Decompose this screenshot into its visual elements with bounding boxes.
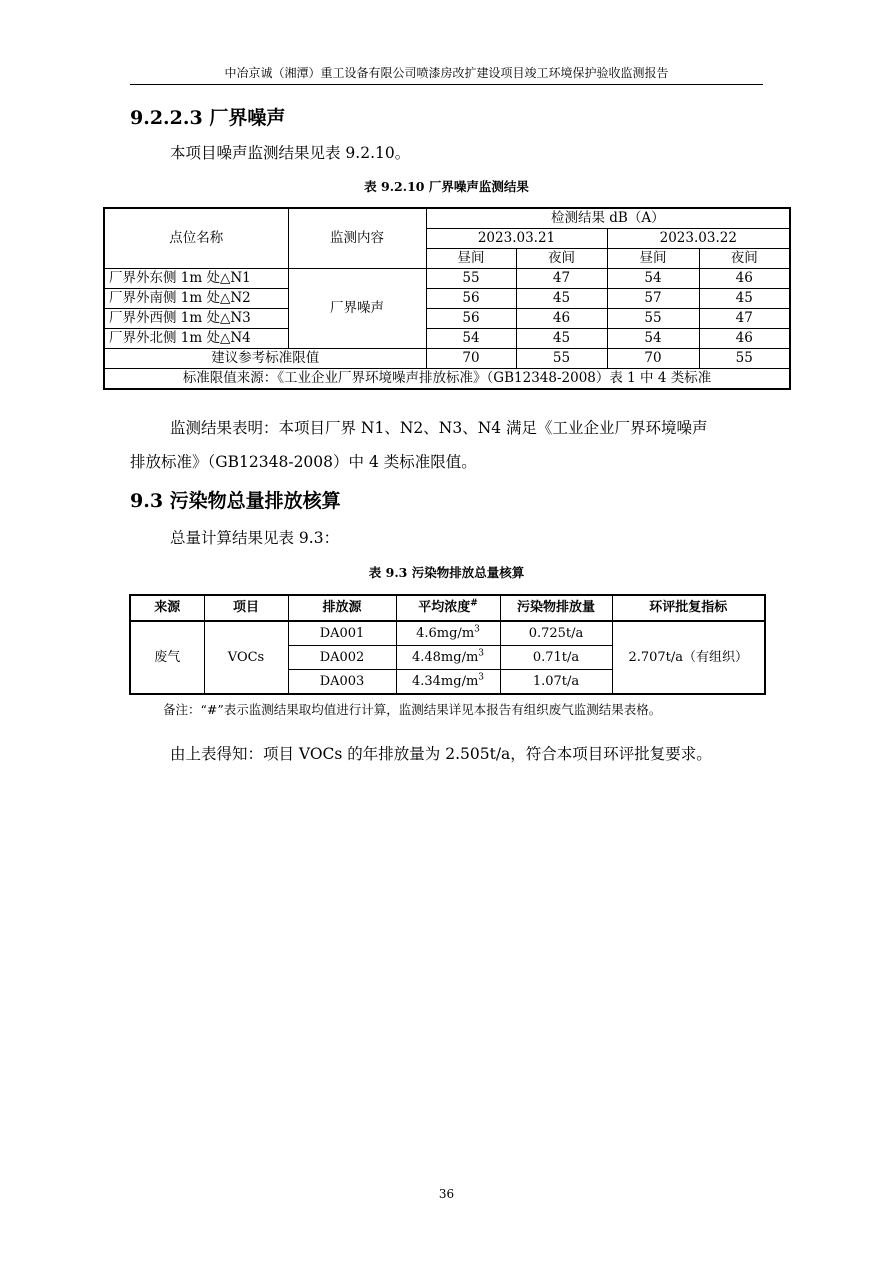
night-label: 夜间 <box>516 249 607 269</box>
unit-exponent: 3 <box>474 624 480 635</box>
day-label: 昼间 <box>426 249 516 269</box>
index-value: 2.707t/a（有组织） <box>612 621 765 694</box>
point-name: 厂界外北侧 1m 处△N4 <box>104 329 288 349</box>
table-row <box>104 269 790 289</box>
pollutant-table <box>129 594 766 695</box>
heading-total: 9.3 污染物总量排放核算 <box>130 490 341 512</box>
value-cell: 56 <box>426 289 516 309</box>
page-number: 36 <box>438 1187 455 1201</box>
value-cell: 47 <box>699 309 790 329</box>
value-cell: 54 <box>426 329 516 349</box>
point-name: 厂界外西侧 1m 处△N3 <box>104 309 288 329</box>
avg-cell <box>396 621 500 646</box>
value-cell: 55 <box>426 269 516 289</box>
unit-exponent: 3 <box>478 648 485 659</box>
col-content: 监测内容 <box>288 208 426 269</box>
table-row <box>104 309 790 329</box>
date-2: 2023.03.22 <box>607 229 790 249</box>
source-row <box>104 369 790 390</box>
noise-conclusion-line1: 监测结果表明：本项目厂界 N1、N2、N3、N4 满足《工业企业厂界环境噪声 <box>170 419 708 437</box>
date-1: 2023.03.21 <box>426 229 607 249</box>
day-label: 昼间 <box>607 249 699 269</box>
amount-cell: 0.71t/a <box>500 646 612 670</box>
table-row <box>130 621 765 646</box>
header-avg-mark: # <box>470 598 478 609</box>
avg-value: 4.34mg/m <box>411 673 479 689</box>
value-cell: 46 <box>699 329 790 349</box>
value-cell: 45 <box>699 289 790 309</box>
header-avg <box>396 595 500 621</box>
value-cell: 46 <box>699 269 790 289</box>
point-name: 厂界外东侧 1m 处△N1 <box>104 269 288 289</box>
avg-value: 4.48mg/m <box>411 649 479 665</box>
header-outlet: 排放源 <box>288 595 396 621</box>
header-item: 项目 <box>204 595 288 621</box>
value-cell: 55 <box>516 349 607 369</box>
table-row <box>104 329 790 349</box>
table-note: 备注：“#”表示监测结果取均值进行计算，监测结果详见本报告有组织废气监测结果表格。 <box>163 702 662 717</box>
value-cell: 70 <box>607 349 699 369</box>
heading-noise: 9.2.2.3 厂界噪声 <box>130 107 286 129</box>
outlet-cell: DA002 <box>288 646 396 670</box>
header-index: 环评批复指标 <box>612 595 765 621</box>
noise-table <box>103 207 791 390</box>
noise-table-caption: 表 9.2.10 厂界噪声监测结果 <box>364 179 529 194</box>
total-intro: 总量计算结果见表 9.3： <box>170 529 340 547</box>
value-cell: 45 <box>516 289 607 309</box>
source-value: 废气 <box>130 621 204 694</box>
value-cell: 45 <box>516 329 607 349</box>
page-header: 中冶京诚（湘潭）重工设备有限公司喷漆房改扩建设项目竣工环境保护验收监测报告 <box>130 64 763 85</box>
noise-intro: 本项目噪声监测结果见表 9.2.10。 <box>170 144 411 162</box>
value-cell: 46 <box>516 309 607 329</box>
value-cell: 70 <box>426 349 516 369</box>
header-amount: 污染物排放量 <box>500 595 612 621</box>
unit-exponent: 3 <box>478 672 485 683</box>
avg-value: 4.6mg/m <box>416 625 475 641</box>
value-cell: 57 <box>607 289 699 309</box>
night-label: 夜间 <box>699 249 790 269</box>
table-row <box>104 289 790 309</box>
value-cell: 54 <box>607 329 699 349</box>
outlet-cell: DA001 <box>288 621 396 646</box>
standard-source: 标准限值来源：《工业企业厂界环境噪声排放标准》（GB12348-2008）表 1 中 4 类标准 <box>104 369 790 390</box>
limit-row <box>104 349 790 369</box>
avg-cell <box>396 646 500 670</box>
limit-label: 建议参考标准限值 <box>104 349 426 369</box>
amount-cell: 0.725t/a <box>500 621 612 646</box>
header-avg-label: 平均浓度 <box>418 600 471 615</box>
col-point-name: 点位名称 <box>104 208 288 269</box>
point-name: 厂界外南侧 1m 处△N2 <box>104 289 288 309</box>
total-conclusion: 由上表得知：项目 VOCs 的年排放量为 2.505t/a，符合本项目环评批复要求。 <box>170 745 712 763</box>
value-cell: 55 <box>607 309 699 329</box>
noise-conclusion-line2: 排放标准》（GB12348-2008）中 4 类标准限值。 <box>130 453 477 471</box>
value-cell: 56 <box>426 309 516 329</box>
outlet-cell: DA003 <box>288 670 396 695</box>
value-cell: 54 <box>607 269 699 289</box>
amount-cell: 1.07t/a <box>500 670 612 695</box>
total-table-caption: 表 9.3 污染物排放总量核算 <box>368 565 525 580</box>
avg-cell <box>396 670 500 695</box>
col-result: 检测结果 dB（A） <box>426 208 790 229</box>
value-cell: 47 <box>516 269 607 289</box>
item-value: VOCs <box>204 621 288 694</box>
content-value: 厂界噪声 <box>288 269 426 349</box>
value-cell: 55 <box>699 349 790 369</box>
header-source: 来源 <box>130 595 204 621</box>
